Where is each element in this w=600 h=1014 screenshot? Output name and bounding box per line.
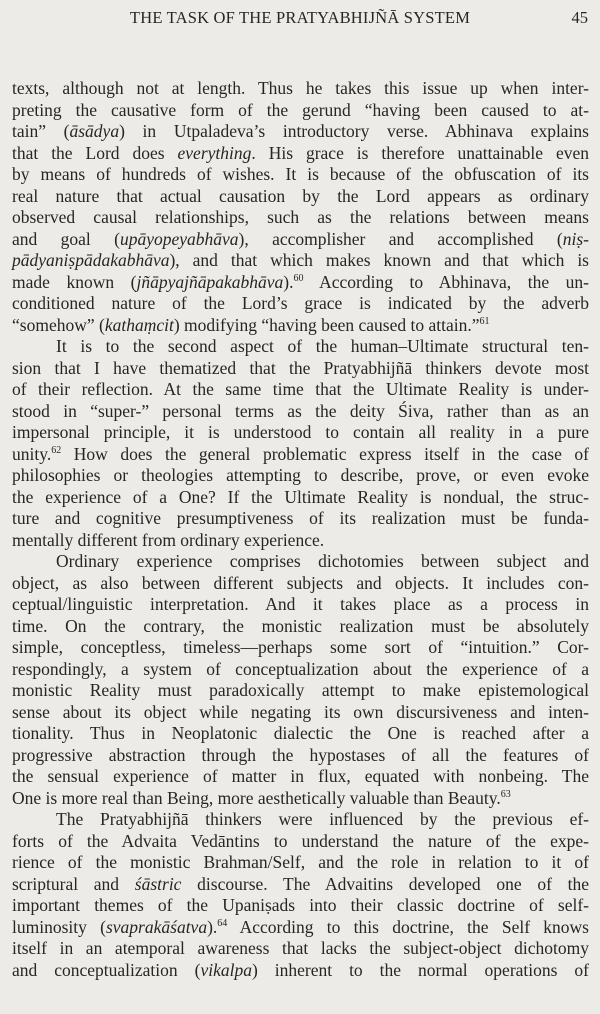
text-run: observed causal relationships, such as the relations between means xyxy=(12,207,589,227)
text-line xyxy=(12,659,589,681)
text-line xyxy=(12,143,589,165)
text-run: The Pratyabhijñā thinkers were influenced by the previous ef- xyxy=(56,809,589,829)
text-line xyxy=(12,766,589,788)
text-line xyxy=(12,401,589,423)
text-line xyxy=(12,895,589,917)
text-run: ), and that which makes known and that which is xyxy=(169,250,589,270)
text-line xyxy=(12,508,589,530)
text-run: luminosity ( xyxy=(12,916,106,937)
text-line xyxy=(12,852,589,874)
text-run: object, as also between different subjects and objects. It includes con- xyxy=(12,572,589,593)
text-run: ture and cognitive presumptiveness of its realization must be funda- xyxy=(12,508,589,528)
text-line xyxy=(12,229,589,251)
text-run: scriptural and xyxy=(12,873,135,894)
text-line xyxy=(12,336,589,358)
text-line xyxy=(12,121,589,143)
text-run: “somehow” ( xyxy=(12,314,105,335)
text-line xyxy=(12,745,589,767)
text-line xyxy=(12,680,589,702)
text-run: tionality. Thus in Neoplatonic dialectic the One is reached after a xyxy=(12,723,589,743)
text-run: One is more real than Being, more aesthetically valuable than Beauty. xyxy=(12,787,501,808)
text-run: the sensual experience of matter in flux, equated with nonbeing. The xyxy=(12,766,589,786)
text-run: ceptual/linguistic interpretation. And it takes place as a process in xyxy=(12,594,589,614)
text-line xyxy=(12,358,589,380)
text-line xyxy=(12,573,589,595)
text-run: made known ( xyxy=(12,271,137,292)
text-line xyxy=(12,874,589,896)
text-run: ) in Utpaladeva’s introductory verse. Abhinava explains xyxy=(119,121,589,141)
text-run: ). xyxy=(207,916,218,937)
text-run: According to this doctrine, the Self knows xyxy=(227,916,589,937)
text-line xyxy=(12,207,589,229)
text-run: time. On the contrary, the monistic realization must be absolutely xyxy=(12,615,589,636)
text-line xyxy=(12,422,589,444)
text-run: progressive abstraction through the hypostases of all the features of xyxy=(12,744,589,765)
text-line xyxy=(12,637,589,659)
italic-term: upāyopeyabhāva xyxy=(119,228,239,249)
italic-term: everything xyxy=(177,142,252,163)
italic-term: svaprakāśatva xyxy=(105,916,208,937)
text-line xyxy=(12,272,589,294)
text-run: ), accomplisher and accomplished ( xyxy=(238,228,563,249)
text-line xyxy=(12,78,589,100)
text-run: ) inherent to the normal operations of xyxy=(251,959,589,980)
text-line xyxy=(12,788,589,810)
text-run: of their reflection. At the same time that the Ultimate Reality is under- xyxy=(12,379,589,399)
text-run: respondingly, a system of conceptualization about the experience of a xyxy=(12,658,589,679)
text-line xyxy=(12,315,589,337)
text-run: texts, although not at length. Thus he takes this issue up when inter- xyxy=(12,78,589,98)
footnote-ref: 61 xyxy=(479,315,490,327)
italic-term: jñāpyajñāpakabhāva xyxy=(136,271,284,292)
text-line xyxy=(12,186,589,208)
footnote-ref: 64 xyxy=(217,917,228,929)
italic-term: kathaṃcit xyxy=(104,314,174,335)
text-run: forts of the Advaita Vedāntins to understand the nature of the expe- xyxy=(12,830,589,851)
text-line xyxy=(12,917,589,939)
text-run: How does the general problematic express itself in the case of xyxy=(61,443,589,464)
text-run: and goal ( xyxy=(12,228,120,249)
text-line xyxy=(12,551,589,573)
running-title: THE TASK OF THE PRATYABHIJÑĀ SYSTEM xyxy=(129,8,471,27)
text-run: by means of hundreds of wishes. It is because of the obfuscation of its xyxy=(12,164,589,184)
italic-term: śāstric xyxy=(134,873,182,894)
text-line xyxy=(12,530,589,552)
footnote-ref: 62 xyxy=(51,444,62,456)
text-run: simple, conceptless, timeless—perhaps some sort of “intuition.” Cor- xyxy=(12,637,589,657)
text-line xyxy=(12,938,589,960)
text-run: . His grace is therefore unattainable even xyxy=(251,142,590,163)
text-line xyxy=(12,702,589,724)
text-run: real nature that actual causation by the Lord appears as ordinary xyxy=(12,185,589,206)
text-run: discourse. The Advaitins developed one of the xyxy=(181,873,590,894)
italic-term: āsādya xyxy=(69,121,120,141)
text-run: stood in “super-” personal terms as the deity Śiva, rather than as an xyxy=(12,400,589,421)
text-run: conditioned nature of the Lord’s grace is indicated by the adverb xyxy=(12,293,589,313)
text-line xyxy=(12,379,589,401)
text-line xyxy=(12,164,589,186)
text-run: rience of the monistic Brahman/Self, and the role in relation to it of xyxy=(12,852,589,872)
text-run: tain” ( xyxy=(12,121,70,141)
italic-term: pādyaniṣpādakabhāva xyxy=(12,250,170,270)
text-line xyxy=(12,293,589,315)
page-number: 45 xyxy=(571,8,588,27)
text-run: and conceptualization ( xyxy=(12,959,201,980)
text-run: the experience of a One? If the Ultimate Reality is nondual, the struc- xyxy=(12,486,589,507)
text-run: sion that I have thematized that the Pratyabhijñā thinkers devote most xyxy=(12,357,589,378)
page-header xyxy=(0,8,600,32)
text-run: important themes of the Upaniṣads into their classic doctrine of self- xyxy=(12,895,589,915)
italic-term: niṣ- xyxy=(562,228,589,249)
text-line xyxy=(12,723,589,745)
text-run: itself in an atemporal awareness that lacks the subject-object dichotomy xyxy=(12,938,589,958)
text-line xyxy=(12,594,589,616)
text-line xyxy=(12,100,589,122)
text-run: philosophies or theologies attempting to describe, prove, or even evoke xyxy=(12,465,589,485)
text-run: monistic Reality must paradoxically attempt to make epistemological xyxy=(12,680,589,700)
text-run: It is to the second aspect of the human–Ultimate structural ten- xyxy=(56,336,589,356)
footnote-ref: 63 xyxy=(500,788,511,800)
text-line xyxy=(12,960,589,982)
text-run: impersonal principle, it is understood to contain all reality in a pure xyxy=(12,422,589,442)
text-run: Ordinary experience comprises dichotomies between subject and xyxy=(56,551,589,571)
text-run: mentally different from ordinary experience. xyxy=(12,529,325,550)
text-run: that the Lord does xyxy=(12,142,178,163)
footnote-ref: 60 xyxy=(293,272,304,284)
text-run: unity. xyxy=(12,443,52,464)
text-line xyxy=(12,444,589,466)
text-line xyxy=(12,616,589,638)
italic-term: vikalpa xyxy=(200,959,252,980)
body-text xyxy=(12,78,589,981)
text-run: preting the causative form of the gerund “having been caused to at- xyxy=(12,99,589,120)
text-run: sense about its object while negating its own discursiveness and inten- xyxy=(12,701,589,722)
text-line xyxy=(12,465,589,487)
text-line xyxy=(12,250,589,272)
text-line xyxy=(12,831,589,853)
text-run: ). xyxy=(283,271,294,292)
text-line xyxy=(12,487,589,509)
text-line xyxy=(12,809,589,831)
text-run: ) modifying “having been caused to attain.” xyxy=(173,314,480,335)
text-run: According to Abhinava, the un- xyxy=(303,271,589,292)
